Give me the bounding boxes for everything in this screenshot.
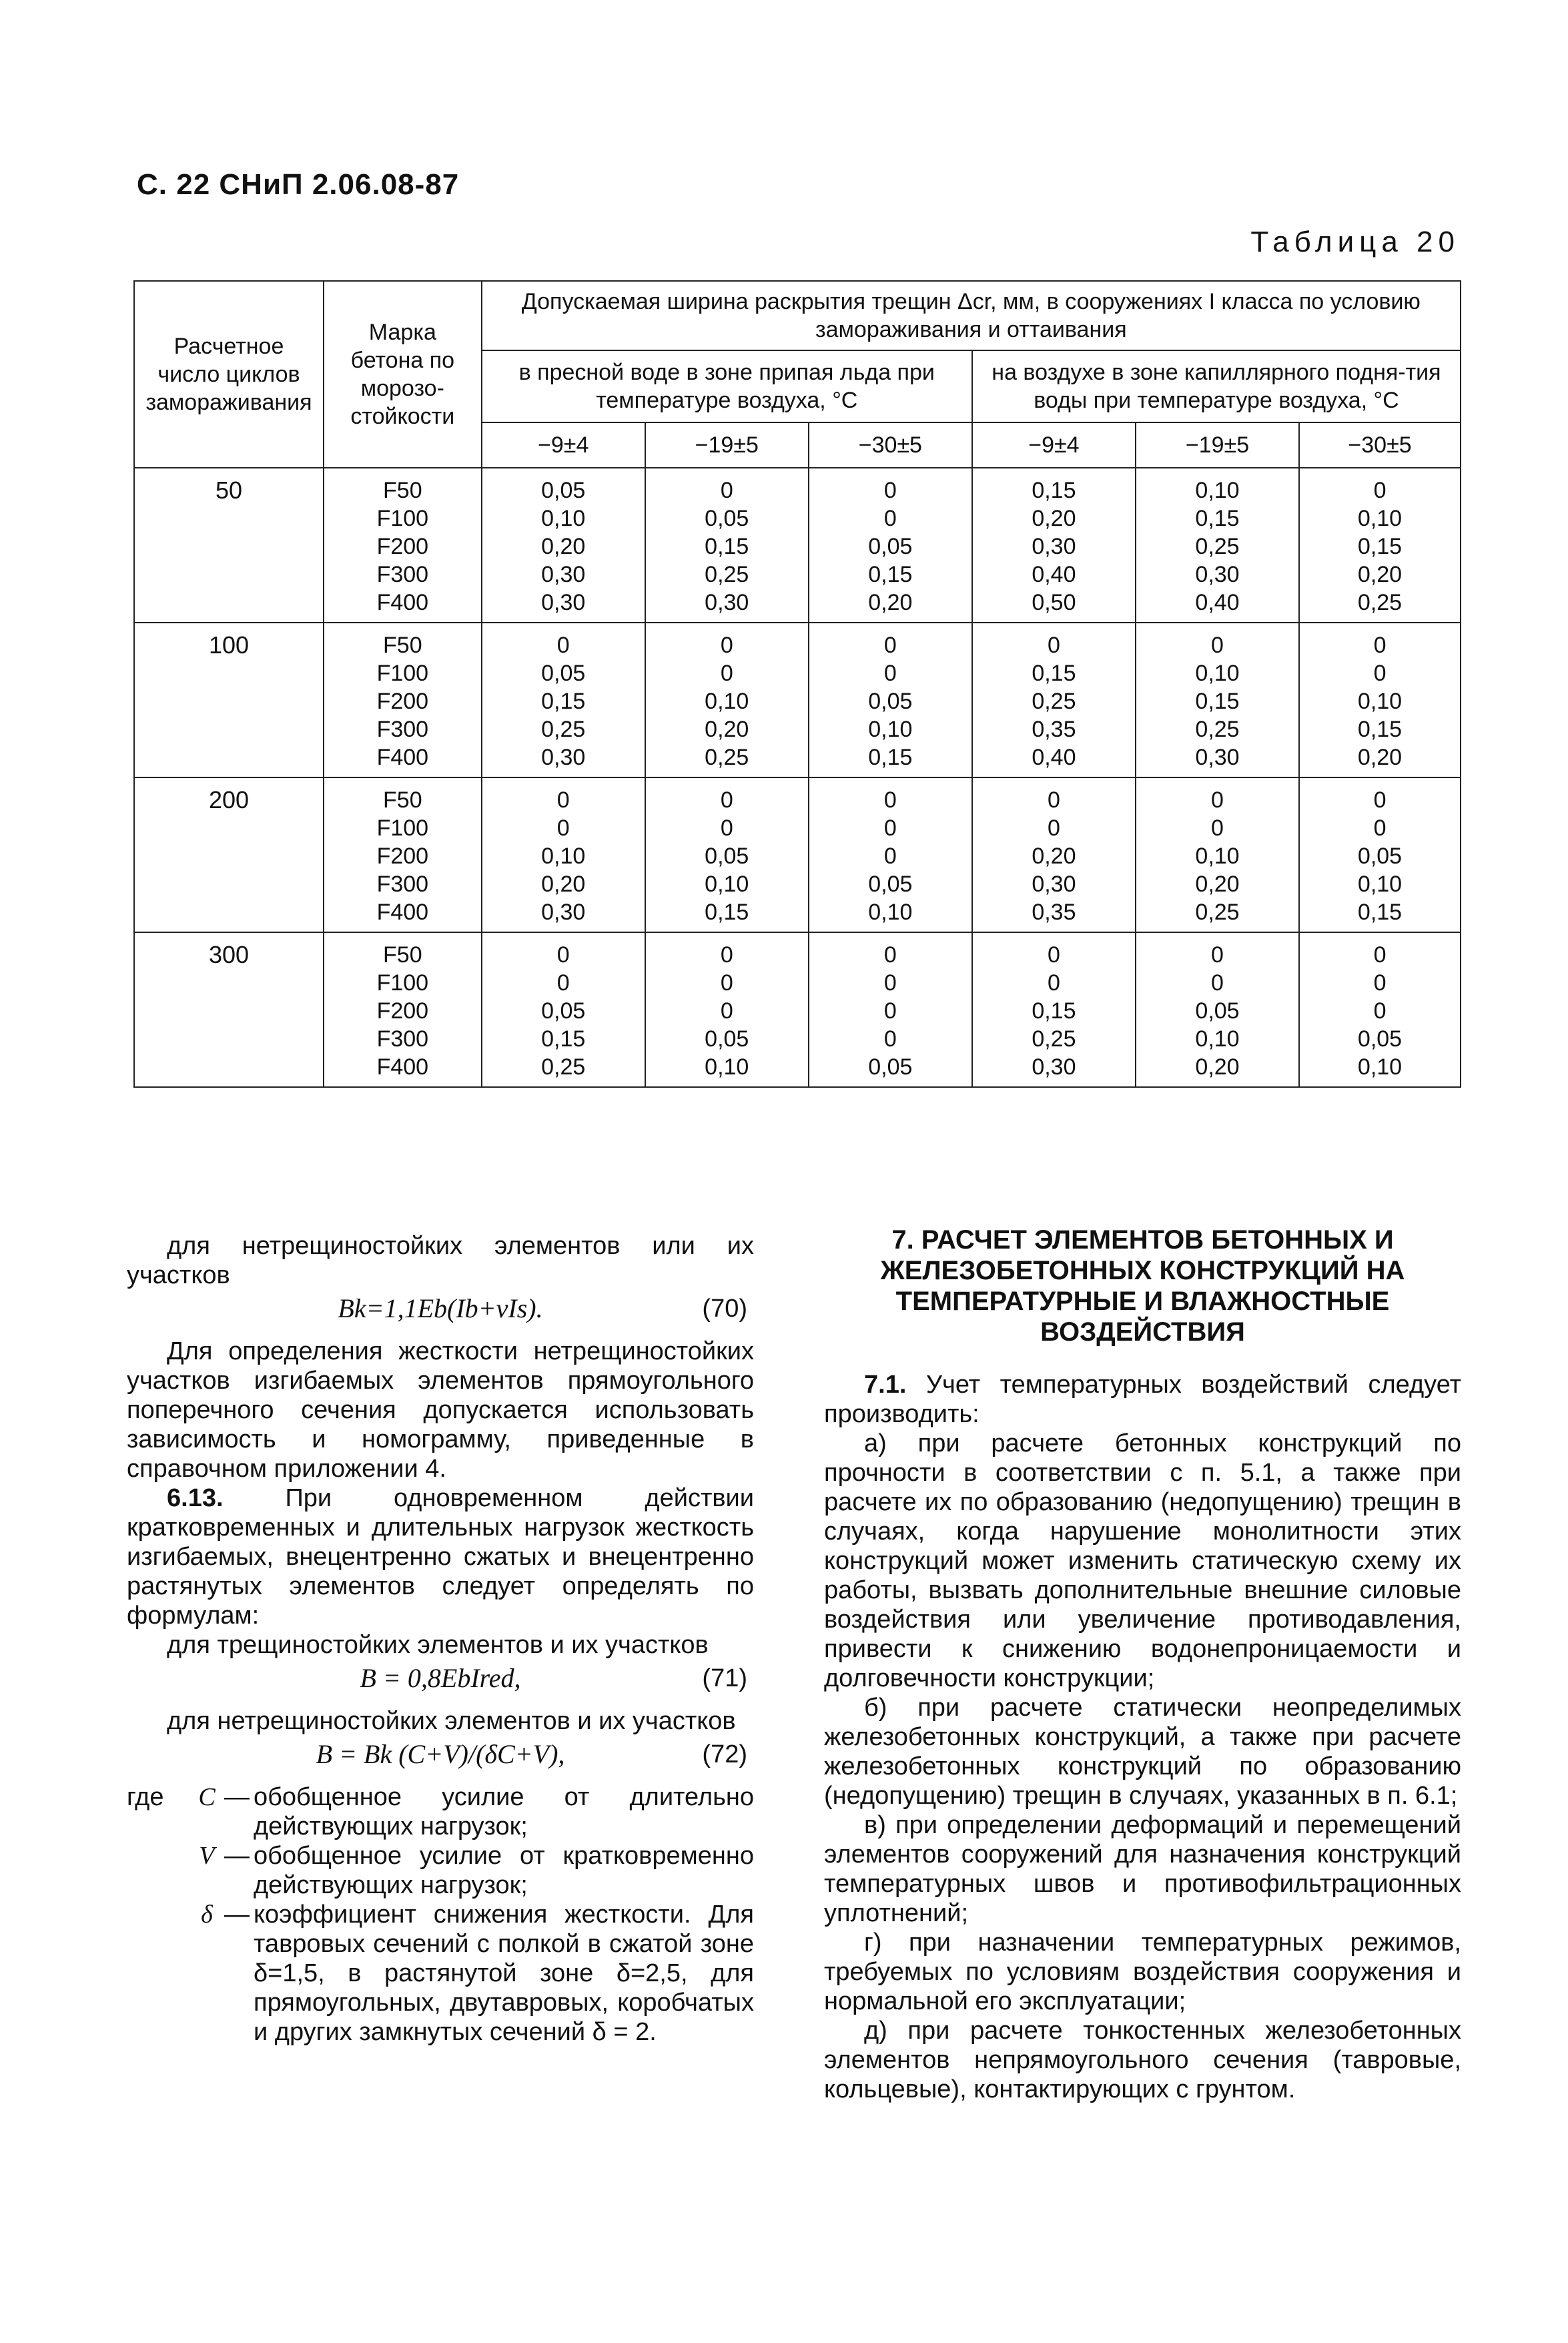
table-row [134, 777, 1461, 932]
crack-width-value: 0,10 [1357, 689, 1403, 714]
table-row [134, 932, 1461, 1087]
crack-width-cell [972, 777, 1136, 932]
crack-width-cell [1136, 777, 1299, 932]
crack-width-value: 0,35 [1032, 900, 1076, 925]
grade-value: F100 [376, 815, 429, 841]
crack-width-value: 0,15 [705, 900, 749, 925]
crack-width-value: 0,20 [1357, 745, 1403, 770]
crack-width-cell [1136, 623, 1299, 777]
crack-width-value: 0,20 [541, 534, 586, 559]
crack-width-value: 0,35 [1032, 717, 1076, 742]
crack-width-value: 0,10 [1357, 1054, 1403, 1080]
crack-width-value: 0,40 [1032, 745, 1076, 770]
crack-width-value: 0,10 [868, 900, 913, 925]
crack-width-cell [482, 623, 645, 777]
formula-expression: Bk=1,1Eb(Ib+νIs). [338, 1293, 543, 1323]
temp-header: −9±4 [972, 422, 1136, 468]
table-body [134, 468, 1461, 1087]
crack-width-cell [645, 932, 809, 1087]
crack-width-value: 0,20 [541, 872, 586, 897]
grade-value: F300 [376, 872, 429, 897]
list-item: в) при определении деформаций и перемещений элементов сооружений для назначения конструкций температурных швов и противофильтрационных уплотнений; [824, 1811, 1461, 1927]
crack-width-cell [809, 777, 972, 932]
grade-value: F100 [376, 970, 429, 996]
crack-width-cell [972, 623, 1136, 777]
crack-width-value: 0 [720, 998, 733, 1024]
symbol: δ [201, 1901, 213, 1929]
crack-width-value: 0,30 [541, 745, 586, 770]
crack-width-value: 0,30 [1032, 872, 1076, 897]
crack-width-value: 0,20 [868, 590, 913, 615]
crack-width-value: 0,05 [541, 478, 586, 503]
crack-width-value: 0 [1211, 815, 1224, 841]
crack-width-value: 0 [556, 815, 570, 841]
crack-width-cell [482, 777, 645, 932]
crack-width-value: 0 [720, 787, 733, 813]
dash: — [224, 1842, 250, 1870]
crack-width-value: 0 [883, 942, 897, 968]
crack-width-value: 0,50 [1032, 590, 1076, 615]
crack-width-value: 0 [1047, 815, 1060, 841]
list-item: д) при расчете тонкостенных железобетонных элементов непрямоугольного сечения (тавровые, кольцевые), контактирующих с грунтом. [824, 2017, 1461, 2103]
crack-width-value: 0,25 [541, 1054, 586, 1080]
crack-width-value: 0,15 [1357, 534, 1403, 559]
paragraph: для трещиностойких элементов и их участков [167, 1631, 709, 1659]
crack-width-value: 0,40 [1195, 590, 1240, 615]
crack-width-value: 0,30 [541, 562, 586, 587]
grade-value: F400 [376, 745, 429, 770]
crack-width-value: 0,10 [705, 1054, 749, 1080]
head-air: на воздухе в зоне капиллярного подня-тия воды при температуре воздуха, °С [972, 350, 1461, 422]
crack-width-value: 0,20 [1032, 844, 1076, 869]
crack-width-value: 0,15 [1357, 900, 1403, 925]
formula-expression: B = 0,8EbIred, [360, 1663, 521, 1693]
crack-width-value: 0,05 [705, 1026, 749, 1052]
crack-width-value: 0,30 [541, 590, 586, 615]
crack-width-value: 0,10 [868, 717, 913, 742]
table-row [134, 623, 1461, 777]
cycles-cell: 50 [134, 468, 324, 623]
crack-width-value: 0,40 [1032, 562, 1076, 587]
grade-value: F200 [376, 998, 429, 1024]
paragraph: Для определения жесткости нетрещиностойких участков изгибаемых элементов прямоугольного поперечного сечения допускается использовать зависимость и номограмму, приведенные в справочном приложении 4. [127, 1337, 754, 1483]
crack-width-value: 0,15 [1195, 506, 1240, 531]
formula-72 [127, 1740, 754, 1777]
crack-width-value: 0,15 [705, 534, 749, 559]
paragraph: для нетрещиностойких элементов или их участков [127, 1232, 754, 1289]
list-item: г) при назначении температурных режимов, требуемых по условиям воздействия сооружения и нормальной его эксплуатации; [824, 1929, 1461, 2015]
crack-width-value: 0,05 [1195, 998, 1240, 1024]
grade-value: F300 [376, 562, 429, 587]
formula-expression: B = Bk (C+V)/(δC+V), [316, 1739, 565, 1769]
head-cycles: Расчетное число циклов замораживания [134, 281, 324, 468]
formula-number: (71) [702, 1664, 747, 1692]
left-column [127, 1231, 754, 2047]
symbol: C [198, 1783, 216, 1811]
head-grade: Марка бетона по морозо-стойкости [324, 281, 482, 468]
grade-cell [324, 623, 482, 777]
grade-value: F400 [376, 590, 429, 615]
crack-width-value: 0,30 [1032, 1054, 1076, 1080]
crack-width-value: 0,05 [541, 998, 586, 1024]
crack-width-value: 0,05 [1357, 844, 1403, 869]
crack-width-value: 0 [1047, 970, 1060, 996]
crack-width-value: 0,05 [541, 661, 586, 686]
table-row [134, 468, 1461, 623]
temp-header: −30±5 [1299, 422, 1461, 468]
crack-width-value: 0,10 [1195, 661, 1240, 686]
crack-width-value: 0 [556, 633, 570, 658]
crack-width-value: 0,05 [868, 534, 913, 559]
crack-width-value: 0 [883, 787, 897, 813]
clause-text: Учет температурных воздействий следует производить: [824, 1371, 1461, 1428]
crack-width-cell [1136, 468, 1299, 623]
symbol: V [199, 1842, 215, 1870]
crack-width-value: 0,15 [1032, 998, 1076, 1024]
crack-width-cell [1299, 468, 1461, 623]
formula-70 [127, 1294, 754, 1331]
crack-width-cell [645, 468, 809, 623]
paragraph-6-13 [127, 1483, 754, 1630]
crack-width-value: 0 [1373, 661, 1387, 686]
list-item: а) при расчете бетонных конструкций по прочности в соответствии с п. 5.1, а также при расчете их по образованию (недопущению) трещин в случаях, когда нарушение монолитности этих конструкций может изменить статическую схему их работы, вызвать дополнительные внешние силовые воздействия или увеличение противодавления, привести к снижению водонепроницаемости и долговечности конструкции; [824, 1429, 1461, 1692]
where-word: где [127, 1783, 164, 1811]
grade-cell [324, 932, 482, 1087]
crack-width-value: 0,05 [1357, 1026, 1403, 1052]
crack-width-value: 0 [1373, 787, 1387, 813]
clause-number: 6.13. [167, 1484, 224, 1512]
cycles-cell: 200 [134, 777, 324, 932]
crack-width-cell [482, 468, 645, 623]
crack-width-value: 0,15 [1357, 717, 1403, 742]
crack-width-cell [809, 623, 972, 777]
crack-width-value: 0 [556, 942, 570, 968]
crack-width-value: 0,30 [1032, 534, 1076, 559]
crack-width-value: 0,15 [868, 745, 913, 770]
crack-width-value: 0,10 [705, 872, 749, 897]
crack-width-value: 0,25 [1032, 1026, 1076, 1052]
crack-width-value: 0,10 [541, 844, 586, 869]
symbol-definitions [127, 1782, 754, 2047]
crack-width-value: 0 [1373, 942, 1387, 968]
crack-width-value: 0,10 [1195, 478, 1240, 503]
crack-width-value: 0,20 [1032, 506, 1076, 531]
crack-width-value: 0,25 [705, 562, 749, 587]
cycles-cell: 300 [134, 932, 324, 1087]
crack-width-value: 0,25 [541, 717, 586, 742]
crack-width-value: 0 [720, 478, 733, 503]
crack-width-value: 0,05 [868, 1054, 913, 1080]
table-label: Таблица 20 [1250, 226, 1460, 258]
crack-width-cell [1299, 932, 1461, 1087]
formula-number: (72) [702, 1740, 747, 1768]
crack-width-value: 0,05 [705, 506, 749, 531]
crack-width-cell [645, 777, 809, 932]
crack-width-value: 0 [1047, 942, 1060, 968]
crack-width-value: 0,30 [541, 900, 586, 925]
formula-number: (70) [702, 1295, 747, 1323]
crack-width-value: 0,15 [1032, 478, 1076, 503]
crack-width-value: 0 [1047, 633, 1060, 658]
crack-width-cell [972, 468, 1136, 623]
grade-cell [324, 468, 482, 623]
crack-width-value: 0 [883, 844, 897, 869]
crack-width-value: 0 [883, 815, 897, 841]
grade-value: F50 [383, 787, 422, 813]
crack-width-cell [1299, 777, 1461, 932]
crack-width-value: 0,20 [1195, 1054, 1240, 1080]
temp-header: −9±4 [482, 422, 645, 468]
grade-value: F50 [383, 478, 422, 503]
crack-width-value: 0 [720, 970, 733, 996]
paragraph: для нетрещиностойких элементов и их участков [167, 1707, 736, 1735]
crack-width-cell [1136, 932, 1299, 1087]
crack-width-value: 0,20 [1195, 872, 1240, 897]
crack-width-value: 0,15 [541, 1026, 586, 1052]
crack-width-value: 0 [883, 970, 897, 996]
list-item: б) при расчете статически неопределимых железобетонных конструкций, а также при расчете железобетонных конструкций по образованию (недопущению) трещин в случаях, указанных в п. 6.1; [824, 1694, 1461, 1810]
crack-width-cell [645, 623, 809, 777]
crack-width-value: 0,25 [1357, 590, 1403, 615]
crack-width-value: 0,30 [705, 590, 749, 615]
crack-width-value: 0 [1373, 478, 1387, 503]
right-column [824, 1225, 1461, 2104]
crack-width-cell [972, 932, 1136, 1087]
crack-width-value: 0 [720, 661, 733, 686]
grade-value: F100 [376, 506, 429, 531]
crack-width-value: 0,10 [541, 506, 586, 531]
crack-width-value: 0,10 [1195, 844, 1240, 869]
crack-width-cell [482, 932, 645, 1087]
crack-width-value: 0,30 [1195, 562, 1240, 587]
crack-width-value: 0,10 [1357, 872, 1403, 897]
crack-width-value: 0 [720, 633, 733, 658]
crack-width-value: 0 [720, 942, 733, 968]
crack-width-value: 0,05 [868, 872, 913, 897]
crack-width-value: 0 [1211, 633, 1224, 658]
symbol-definition: обобщенное усилие от кратковременно действующих нагрузок; [254, 1842, 754, 1899]
head-width: Допускаемая ширина раскрытия трещин Δcr, мм, в сооружениях I класса по условию замораживания и оттаивания [482, 281, 1461, 350]
crack-width-value: 0,15 [1032, 661, 1076, 686]
crack-width-value: 0 [1373, 633, 1387, 658]
grade-value: F200 [376, 844, 429, 869]
grade-value: F200 [376, 689, 429, 714]
symbol-definition: обобщенное усилие от длительно действующих нагрузок; [254, 1783, 754, 1840]
clause-number: 7.1. [864, 1371, 907, 1399]
crack-width-value: 0,25 [1195, 900, 1240, 925]
grade-value: F50 [383, 942, 422, 968]
crack-width-value: 0,15 [1195, 689, 1240, 714]
crack-width-value: 0 [720, 815, 733, 841]
crack-width-value: 0 [883, 661, 897, 686]
crack-width-value: 0,15 [868, 562, 913, 587]
grade-value: F100 [376, 661, 429, 686]
crack-width-value: 0,25 [1195, 534, 1240, 559]
crack-width-value: 0 [883, 633, 897, 658]
head-fresh-water: в пресной воде в зоне припая льда при температуре воздуха, °С [482, 350, 972, 422]
crack-width-value: 0,30 [1195, 745, 1240, 770]
grade-value: F300 [376, 1026, 429, 1052]
temp-header: −19±5 [1136, 422, 1299, 468]
dash: — [224, 1783, 250, 1811]
grade-value: F400 [376, 900, 429, 925]
dash: — [224, 1901, 250, 1929]
section-title: 7. РАСЧЕТ ЭЛЕМЕНТОВ БЕТОННЫХ И ЖЕЛЕЗОБЕТОННЫХ КОНСТРУКЦИЙ НА ТЕМПЕРАТУРНЫЕ И ВЛАЖНОСТНЫЕ ВОЗДЕЙСТВИЯ [880, 1225, 1405, 1347]
symbol-definition: коэффициент снижения жесткости. Для тавровых сечений с полкой в сжатой зоне δ=1,5, в растянутой зоне δ=2,5, для прямоугольных, двутавровых, коробчатых и других замкнутых сечений δ = 2. [254, 1901, 754, 2046]
crack-width-value: 0,10 [1195, 1026, 1240, 1052]
crack-width-value: 0,20 [705, 717, 749, 742]
crack-width-value: 0,05 [868, 689, 913, 714]
crack-width-value: 0 [556, 787, 570, 813]
grade-cell [324, 777, 482, 932]
crack-width-value: 0 [1211, 970, 1224, 996]
formula-71 [127, 1664, 754, 1701]
grade-value: F300 [376, 717, 429, 742]
crack-width-value: 0,20 [1357, 562, 1403, 587]
crack-width-cell [809, 932, 972, 1087]
crack-width-value: 0 [1047, 787, 1060, 813]
crack-width-value: 0 [556, 970, 570, 996]
crack-width-cell [809, 468, 972, 623]
crack-width-value: 0 [883, 998, 897, 1024]
crack-width-value: 0,25 [705, 745, 749, 770]
crack-width-value: 0,25 [1195, 717, 1240, 742]
clause-text: При одновременном действии кратковременных и длительных нагрузок жесткость изгибаемых, внецентренно сжатых и внецентренно растянутых элементов следует определять по формулам: [127, 1484, 755, 1630]
crack-width-value: 0 [883, 506, 897, 531]
table-20 [133, 280, 1461, 1088]
crack-width-value: 0 [1373, 970, 1387, 996]
cycles-cell: 100 [134, 623, 324, 777]
crack-width-value: 0,10 [705, 689, 749, 714]
crack-width-value: 0,25 [1032, 689, 1076, 714]
temp-header: −30±5 [809, 422, 972, 468]
crack-width-value: 0,10 [1357, 506, 1403, 531]
crack-width-value: 0,15 [541, 689, 586, 714]
crack-width-value: 0 [883, 478, 897, 503]
crack-width-value: 0 [1373, 815, 1387, 841]
paragraph-7-1 [824, 1370, 1461, 1429]
grade-value: F200 [376, 534, 429, 559]
crack-width-value: 0 [1373, 998, 1387, 1024]
crack-width-value: 0 [883, 1026, 897, 1052]
crack-width-cell [1299, 623, 1461, 777]
temp-header: −19±5 [645, 422, 809, 468]
grade-value: F50 [383, 633, 422, 658]
page-header: С. 22 СНиП 2.06.08-87 [137, 168, 460, 201]
grade-value: F400 [376, 1054, 429, 1080]
crack-width-value: 0 [1211, 787, 1224, 813]
crack-width-value: 0,05 [705, 844, 749, 869]
crack-width-value: 0 [1211, 942, 1224, 968]
